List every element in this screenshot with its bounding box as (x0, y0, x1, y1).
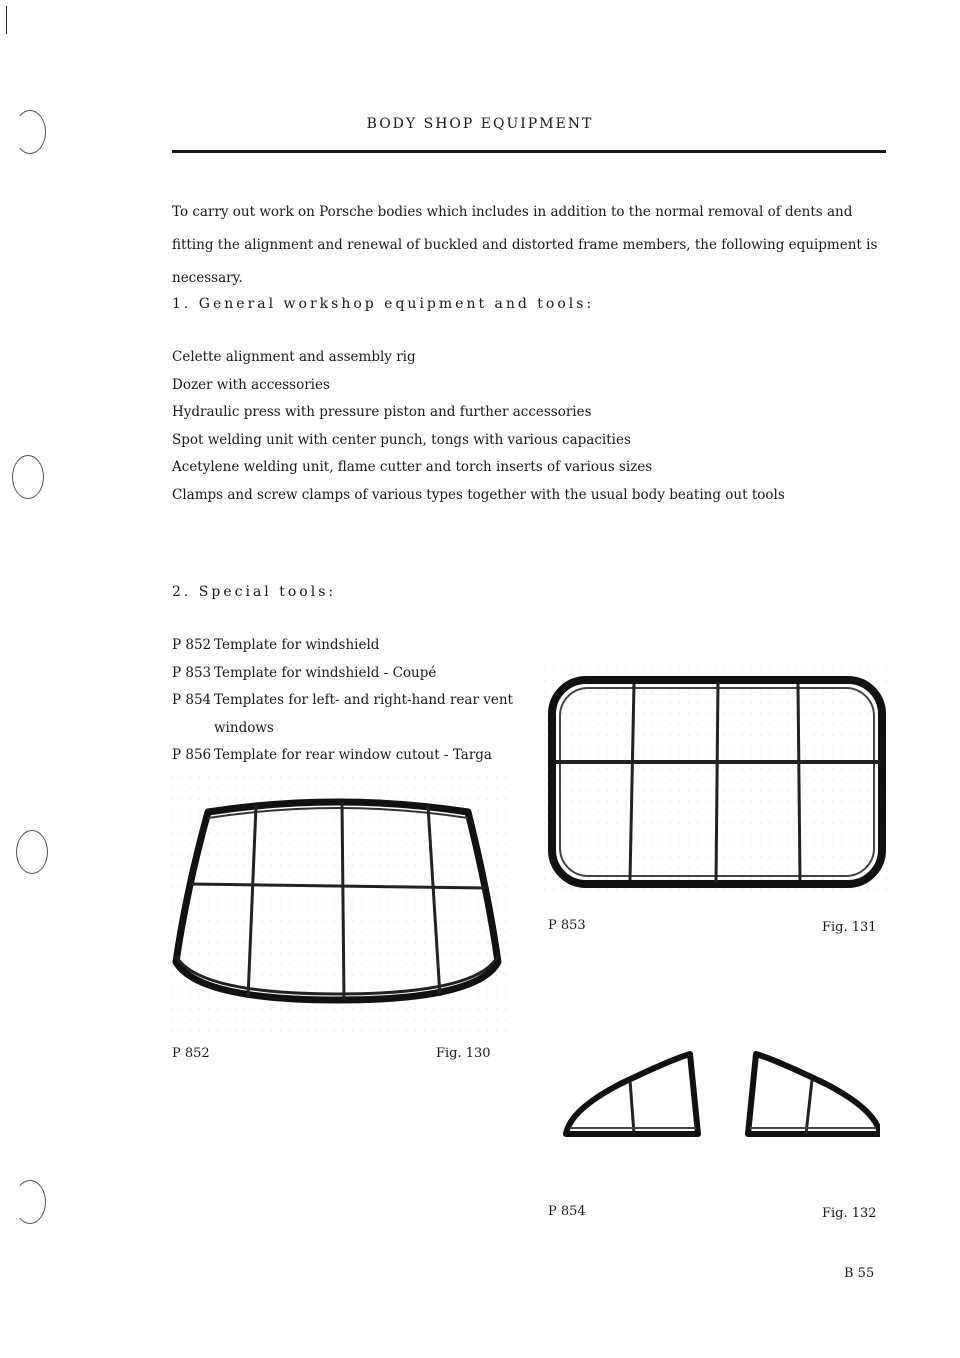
windshield-template-illustration (168, 772, 514, 1034)
figure-131-number: Fig. 131 (822, 920, 877, 935)
figure-131-label: P 853 (548, 918, 586, 933)
vent-window-templates-illustration (560, 1050, 880, 1150)
list-item (172, 632, 522, 660)
list-item: Spot welding unit with center punch, tongs with various capacities (172, 431, 631, 448)
tool-code: P 853 (172, 664, 212, 681)
section-heading-general: 1. General workshop equipment and tools: (172, 296, 595, 312)
list-item: Celette alignment and assembly rig (172, 349, 416, 365)
coupe-windshield-template-illustration (540, 664, 888, 896)
list-item: Acetylene welding unit, flame cutter and torch inserts of various sizes (172, 459, 653, 475)
list-item (172, 660, 522, 688)
section-heading-special: 2. Special tools: (172, 584, 337, 600)
punch-hole-icon (14, 1180, 46, 1224)
general-equipment-list (172, 344, 785, 509)
header-rule (172, 150, 886, 153)
intro-paragraph: To carry out work on Porsche bodies which includes in addition to the normal removal of dents and fitting the alignment and renewal of buckled and distorted frame members, the following equipment is necessary. (172, 204, 878, 286)
tool-description: Template for windshield (214, 637, 380, 653)
figure-130-label: P 852 (172, 1046, 210, 1061)
list-item: Dozer with accessories (172, 376, 330, 393)
figure-132-label: P 854 (548, 1204, 586, 1219)
figure-130-number: Fig. 130 (436, 1046, 491, 1061)
punch-hole-icon (16, 830, 48, 874)
list-item: Clamps and screw clamps of various types together with the usual body beating out tools (172, 486, 785, 503)
tool-description: Template for windshield - Coupé (214, 664, 437, 681)
list-item: Hydraulic press with pressure piston and further accessories (172, 404, 592, 420)
special-tools-list (172, 632, 522, 770)
tool-code: P 856 (172, 747, 212, 763)
figure-132-number: Fig. 132 (822, 1206, 877, 1221)
tool-description: Template for rear window cutout - Targa (214, 747, 492, 763)
page-number: B 55 (844, 1266, 875, 1281)
tool-description: Templates for left- and right-hand rear vent windows (214, 692, 513, 736)
margin-mark (6, 6, 7, 34)
tool-code: P 854 (172, 692, 212, 708)
punch-hole-icon (12, 455, 44, 499)
list-item (172, 687, 522, 742)
page-title: BODY SHOP EQUIPMENT (366, 116, 594, 132)
list-item (172, 742, 522, 770)
tool-code: P 852 (172, 637, 212, 653)
